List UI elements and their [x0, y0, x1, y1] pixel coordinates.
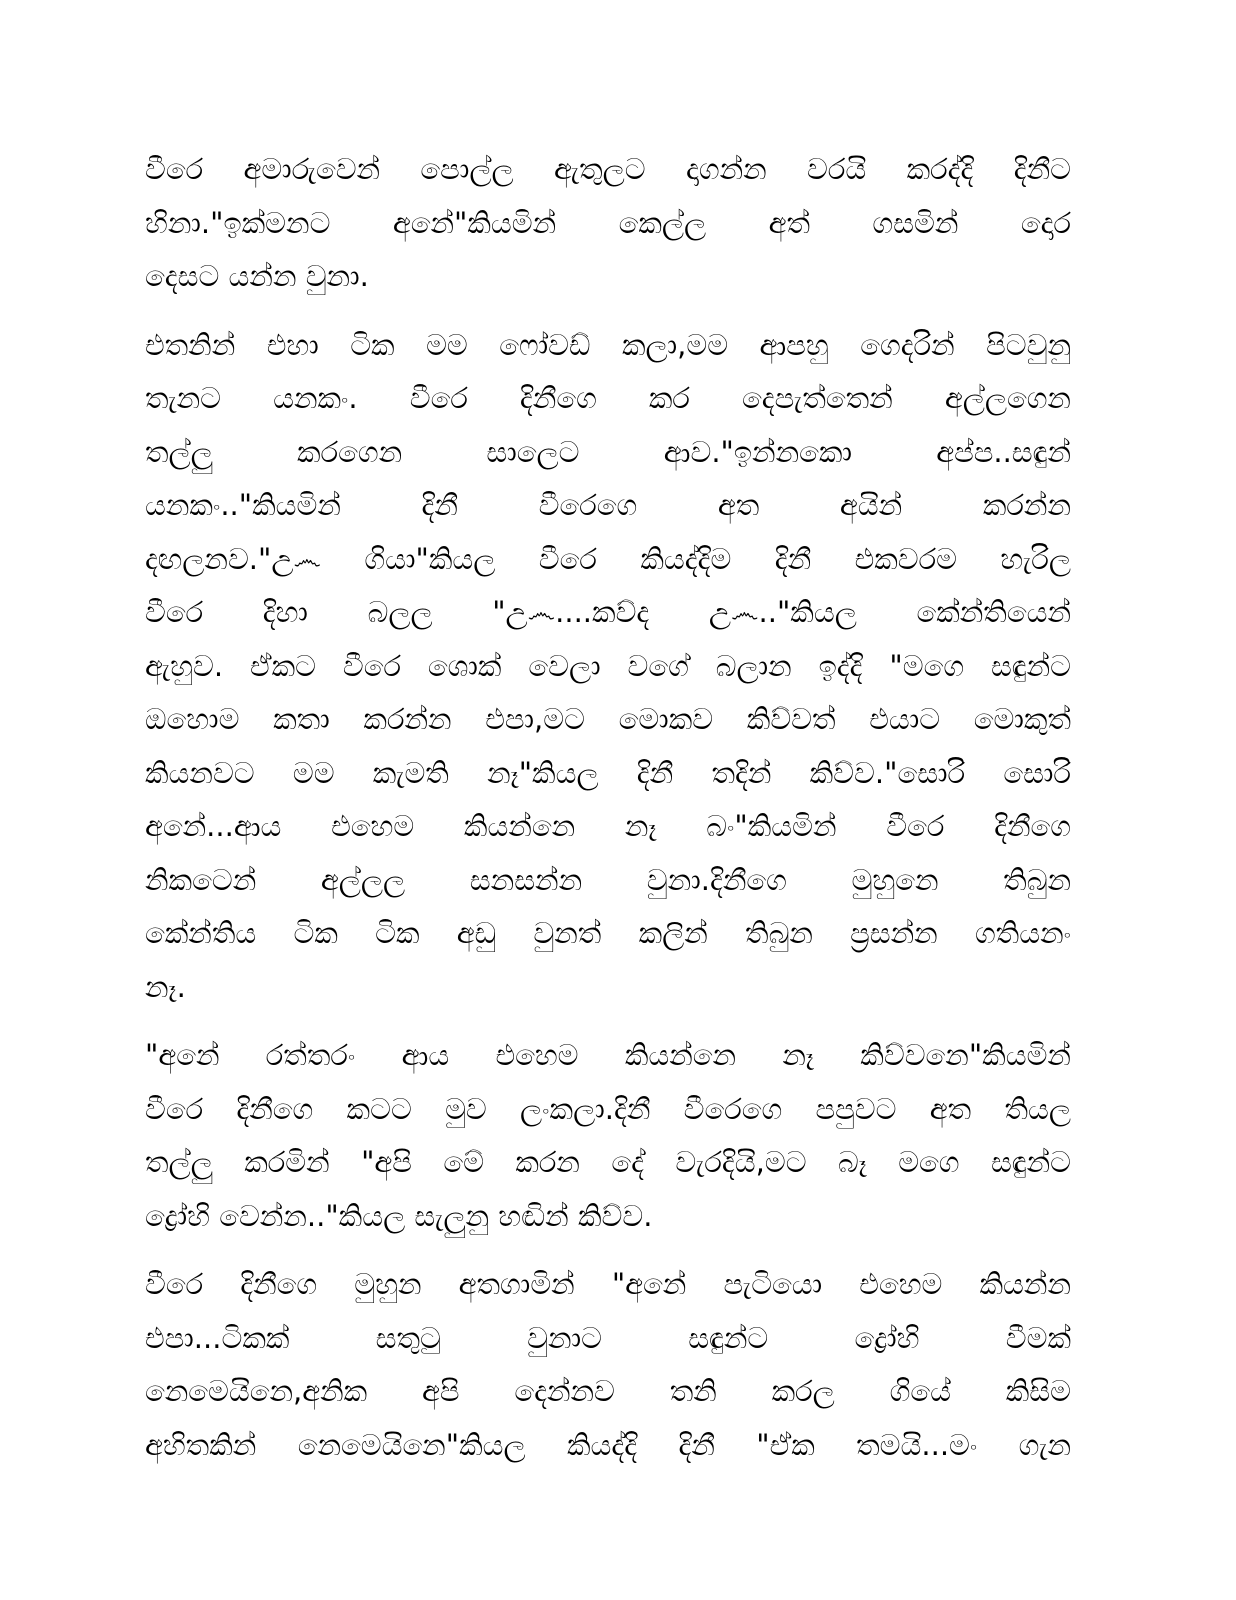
text-line: දෙසට යන්න වුනා.: [145, 259, 369, 293]
text-line: වීරෙ දිනීගෙ කටට මුව ලංකලා.දිනී වීරෙගෙ පපුවට අත තියල: [145, 1091, 1071, 1126]
text-line: තැනට යනකං. වීරෙ දිනීගෙ කර දෙපැත්තෙන් අල්ලගෙන: [145, 381, 1071, 415]
text-line: තල්ලු කරමින් "අපි මේ කරන දේ වැරදියි,මට බෑ මගෙ සඳුන්ට: [145, 1145, 1071, 1179]
text-line: වීරෙ දිහා බලල "උ෴....කව්ද උ෴.."කියල කේන්තියෙන්: [145, 595, 1071, 629]
paragraph-2: [145, 319, 1071, 1015]
story-text-column: [145, 143, 1071, 1487]
text-line: එතනින් එහා ටික මම ෆෝවඩ් කලා,මම ආපහු ගෙදරින් පිටවුනු: [145, 327, 1071, 362]
text-line: නිකටෙන් අල්ලල සනසන්න වුනා.දිනීගෙ මුහුනෙ තිබුන: [145, 862, 1071, 897]
text-line: නෙමෙයිනෙ,අනික අපි දෙන්නව තනි කරල ගියේ කිසිම: [145, 1374, 1071, 1408]
text-line: අනේ...ආය එහෙම කියන්නෙ නෑ බං"කියමින් වීරෙ දිනීගෙ: [145, 809, 1071, 843]
paragraph-1: [145, 143, 1071, 304]
text-line: කියනවට මම කැමති නෑ"කියල දිනී තදින් කිව්ව."සොරි සොරි: [145, 755, 1071, 790]
text-line: එපා...ටිකක් සතුටු වුනාට සඳුන්ට ද්‍රෝහි වීමක්: [145, 1320, 1071, 1355]
text-line: ඇහුව. ඒකට වීරෙ ශොක් වෙලා වගේ බලාන ඉද්දි "මගෙ සඳුන්ට: [145, 648, 1071, 683]
text-line: වීරෙ අමාරුවෙන් පොල්ල ඇතුලට දාගන්න වරයි කරද්දි දිනීට: [145, 152, 1071, 186]
paragraph-4: [145, 1258, 1071, 1472]
text-line: යනකං.."කියමින් දිනී වීරෙගෙ අත අයින් කරන්න: [145, 488, 1071, 522]
paragraph-3: [145, 1029, 1071, 1243]
text-line: නෑ.: [145, 969, 186, 1004]
text-line: ඔහොම කතා කරන්න එපා,මට මොකව කිව්වත් එයාට මොකුත්: [145, 702, 1071, 736]
text-line: වීරෙ දිනීගෙ මුහුන අතගාමින් "අනේ පැටියො එහෙම කියන්න: [145, 1267, 1071, 1301]
text-line: දඟලනව."උ෴ ගියා"කියල වීරෙ කියද්දිම දිනී එකවරම හැරිල: [145, 541, 1071, 576]
text-line: තල්ලු කරගෙන සාලෙට ආව."ඉන්නකො අප්ප..සඳුන්: [145, 434, 1071, 469]
text-line: අහිතකින් නෙමෙයිනෙ"කියල කියද්දි දිනී "ඒක තමයි...මං ගැන: [145, 1427, 1071, 1462]
text-line: කේන්තිය ටික ටික අඩු වුනත් කලින් තිබුන ප්‍රසන්න ගතියනං: [145, 916, 1071, 950]
text-line: හිනා."ඉක්මනට අනේ"කියමින් කෙල්ල අත් ගසමින් දොර: [145, 205, 1071, 240]
text-line: "අනේ රත්තරං ආය එහෙම කියන්නෙ නෑ කිව්වනෙ"කියමින්: [145, 1038, 1071, 1072]
text-line: ද්‍රෝහි වෙන්න.."කියල සැලුනු හඬින් කිව්ව.: [145, 1198, 653, 1233]
